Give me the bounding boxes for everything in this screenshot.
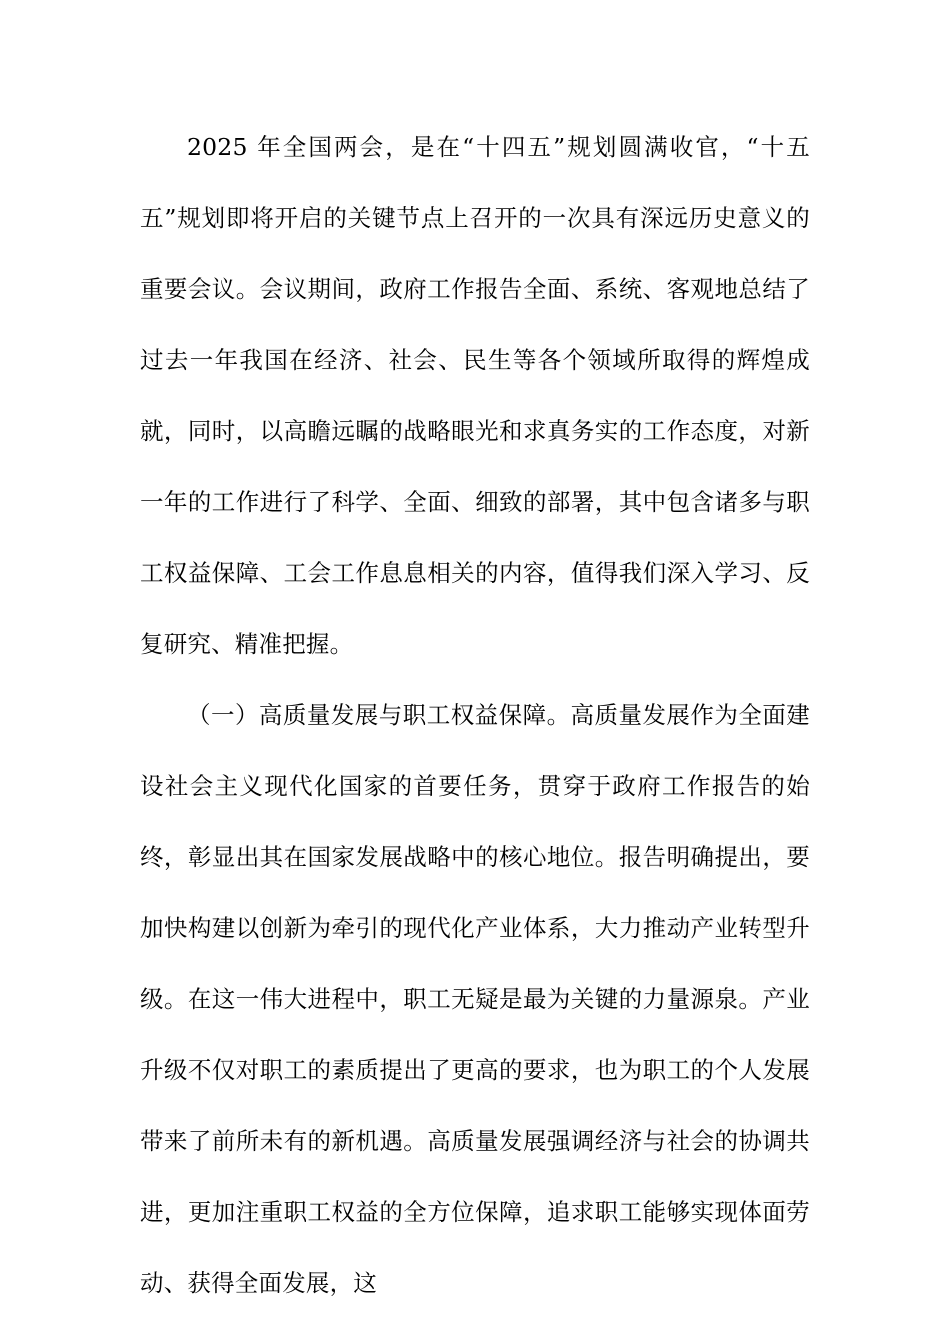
paragraph-intro: 2025 年全国两会，是在“十四五”规划圆满收官，“十五五”规划即将开启的关键节点上召开的一次具有深远历史意义的重要会议。会议期间，政府工作报告全面、系统、客观地总结了过去一年我国在经济、社会、民生等各个领域所取得的辉煌成就，同时，以高瞻远瞩的战略眼光和求真务实的工作态度，对新一年的工作进行了科学、全面、细致的部署，其中包含诸多与职工权益保障、工会工作息息相关的内容，值得我们深入学习、反复研究、精准把握。 [140,133,810,658]
document-body [140,112,810,1319]
paragraph-section-one: （一）高质量发展与职工权益保障。高质量发展作为全面建设社会主义现代化国家的首要任务，贯穿于政府工作报告的始终，彰显出其在国家发展战略中的核心地位。报告明确提出，要加快构建以创新为牵引的现代化产业体系，大力推动产业转型升级。在这一伟大进程中，职工无疑是最为关键的力量源泉。产业升级不仅对职工的素质提出了更高的要求，也为职工的个人发展带来了前所未有的新机遇。高质量发展强调经济与社会的协调共进，更加注重职工权益的全方位保障，追求职工能够实现体面劳动、获得全面发展，这 [140,701,810,1297]
